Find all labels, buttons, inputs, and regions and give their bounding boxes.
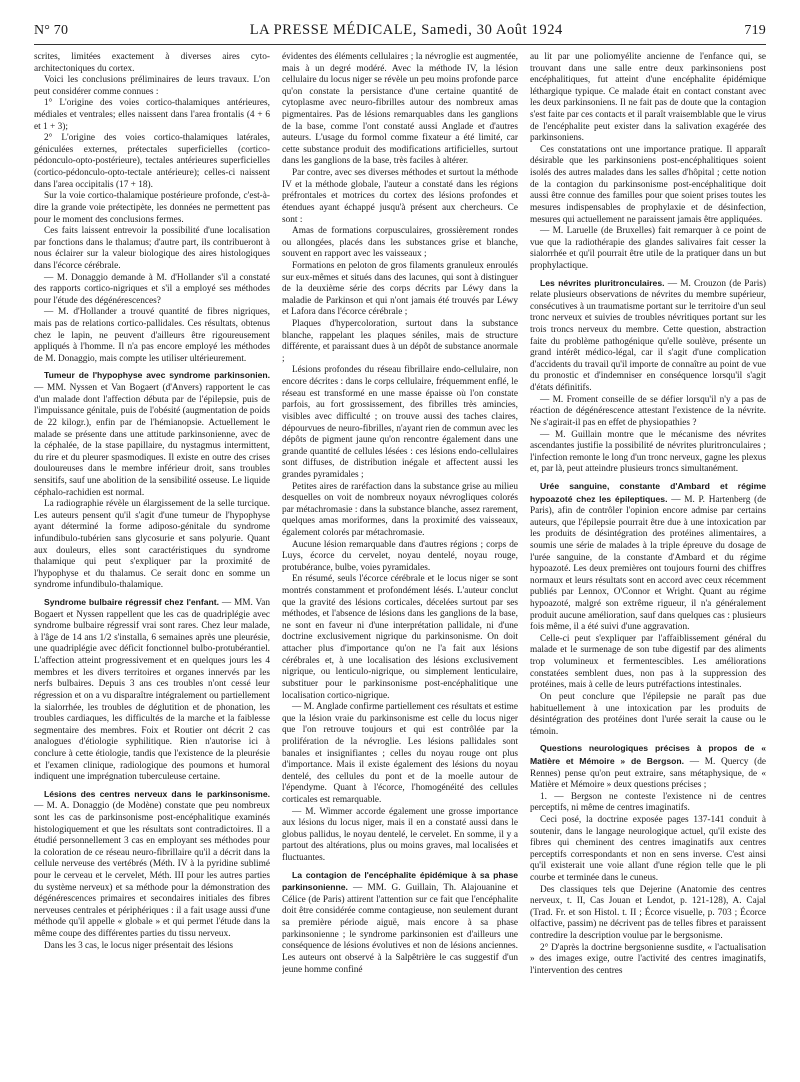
paragraph: Formations en peloton de gros filaments granuleux enroulés sur eux-mêmes et situés dans des lacunes, qui sont à distinguer de la deuxième série des corps décrits par Léwy dans la maladie de Parkinson et qui n'ont jamais été trouvés par Léwy et Lafora dans l'écorce cérébrale ; xyxy=(282,260,518,318)
section-heading: Tumeur de l'hypophyse avec syndrome parkinsonien. xyxy=(44,370,270,381)
issue-number: N° 70 xyxy=(34,23,69,38)
section-body: — MM. Van Bogaert et Nyssen rappellent que les cas de quadriplégie avec syndrome bulbaire régressif vrai sont rares. Chez leur malade, à l'âge de 14 ans 1/2 s'installa, 6 semaines après une pleurésie, une quadriplégie avec déficit fonctionnel bulbo-protubérantiel. L'affection atteint progressivement et en quelques jours les 4 membres et les divers territoires et organes innervés par les nerfs bulbaires. Depuis 3 ans ces troubles n'ont cessé leur régression et on a vu disparaître intégralement ou partiellement la sialorrhée, les troubles de déglutition et de phonation, les troubles cardiaques, les difficultés de la marche et la faiblesse segmentaire des membres. Foix et Routier ont décrit 2 cas analogues d'étiologie syphilitique. Rien n'autorise ici à conclure à cette étiologie, tandis que l'existence de la pleurésie et l'examen clinique, radiologique des poumons et humoral indiquent une imprégnation tuberculeuse certaine. xyxy=(34,598,270,783)
paragraph: — M. Wimmer accorde également une grosse importance aux lésions du locus niger, mais il en a constaté aussi dans le globus pallidus, le noyau dentelé, le cervelet. En somme, il y a partout des altérations, plus ou moins graves, mal localisées et fluctuantes. xyxy=(282,806,518,864)
paragraph: Aucune lésion remarquable dans d'autres régions ; corps de Luys, écorce du cervelet, noyau dentelé, noyau rouge, protubérance, bulbe, voies pyramidales. xyxy=(282,539,518,573)
paragraph: — M. Laruelle (de Bruxelles) fait remarquer à ce point de vue que la radiothérapie des glandes salivaires fait cesser la sialorrhée et qu'il pourrait être utile de la pratiquer dans un but prophylactique. xyxy=(530,226,766,271)
section-body: — MM. Nyssen et Van Bogaert (d'Anvers) rapportent le cas d'un malade dont l'affection débuta par de l'épilepsie, puis de l'impuissance génitale, puis de l'obésité (augmentation de poids de 22 kilogr.), enfin par de l'hémianopsie. Actuellement le malade se présente dans une attitude parkinsonienne, avec de la céphalée, de la stase papillaire, du nystagmus intermittent, du rire et du pleurer spasmodiques. Il existe en outre des crises douloureuses dans le membre inférieur droit, sans troubles sensitifs, sauf une abolition de la sensibilité osseuse. Le liquide céphalo-rachidien est normal. xyxy=(34,383,270,498)
section-body: — M. Quercy (de Rennes) pense qu'on peut extraire, sans métaphysique, de « Matière et Mémoire » deux questions précises ; xyxy=(530,756,766,791)
column-3 xyxy=(530,52,766,1074)
paragraph: Dans les 3 cas, le locus niger présentait des lésions xyxy=(44,940,233,951)
page-number: 719 xyxy=(744,23,766,38)
column-1 xyxy=(34,52,270,1074)
section-body: — M. P. Hartenberg (de Paris), afin de contrôler l'opinion encore admise par certains auteurs, que l'épilepsie pourrait être due à une intoxication par les produits de désintégration des protéines alimentaires, a soumis une série de malades à la triple épreuve du dosage de l'urée sanguine, de la constante d'Ambard et du régime hypoazoté. Les deux premières ont toujours fourni des chiffres normaux et leurs résultats sont en accord avec ceux récemment publiés par Lennox, O'Connor et Wright. Quant au régime hypoazoté, malgré son extrême rigueur, il n'a généralement produit aucune amélioration, sauf dans quelques cas : plusieurs fois même, il a été suivi d'une aggravation. xyxy=(530,494,766,633)
column-2 xyxy=(282,52,518,1074)
section-body: — M. Crouzon (de Paris) relate plusieurs observations de névrites du membre supérieur, consécutives à un traumatisme portant sur le territoire d'un seul tronc nerveux et suivies de troubles névritiques portant sur les trois troncs nerveux du membre. Cette question, abstraction faite du problème pathogénique qu'elle soulève, présente un grand intérêt médico-légal, car il s'agit d'une complication d'accidents du travail qu'il importe de connaître au point de vue du pronostic et d'indemniser en conséquence lorsqu'il s'agit d'états définitifs. xyxy=(530,278,766,394)
paragraph: — M. Froment conseille de se défier lorsqu'il n'y a pas de réaction de dégénérescence attestant l'existence de la névrite. Ne s'agirait-il pas en effet de physiopathies ? xyxy=(530,394,766,428)
paragraph: Plaques d'hypercoloration, surtout dans la substance blanche, rappelant les plaques séniles, mais de structure différente, et paraissant dues à un dépôt de substance anormale ; xyxy=(282,319,518,364)
section-heading: La contagion de l'encéphalite épidémique à sa phase parkinsonienne. xyxy=(282,869,518,893)
paragraph: Voici les conclusions préliminaires de leurs travaux. L'on peut considérer comme connues : xyxy=(34,75,270,97)
section-paragraph xyxy=(282,870,518,976)
article-columns xyxy=(34,52,766,1074)
section-heading: Syndrome bulbaire régressif chez l'enfant. xyxy=(44,597,220,608)
paragraph: évidentes des éléments cellulaires ; la névroglie est augmentée, mais à un degré modéré. Avec la méthode IV, la lésion cellulaire du locus niger se révèle un peu moins profonde parce qu'on constate la persistance d'une certaine quantité de cytoplasme avec neuro-fibrilles autour des nombreux amas pigmentaires. Pas de lésions remarquables dans les ganglions de la base, comme l'ont constaté aussi Anglade et d'autres auteurs. L'usage du formol comme fixateur a été limité, car cette substance produit des modifications artificielles, surtout dans les ganglions de la base, très faciles à altérer. xyxy=(282,52,518,167)
paragraph: — M. Donaggio demande à M. d'Hollander s'il a constaté des rapports cortico-nigriques et s'il a employé ses méthodes pour l'étude des dégénérescences? xyxy=(34,272,270,306)
paragraph: au lit par une poliomyélite ancienne de l'enfance qui, se trouvant dans une salle entre deux parkinsoniens post encéphalitiques, fut atteint d'une encéphalite épidémique léthargique typique. Ce malade était en contact constant avec les deux parkinsoniens. Il ne fait pas de doute que la contagion s'est faite par ces contacts et il paraît vraisemblable que le virus de l'encéphalite peut exister dans la salivation exagérée des parkinsoniens. xyxy=(530,52,766,144)
section-heading: Urée sanguine, constante d'Ambard et régime hypoazoté chez les épileptiques. xyxy=(530,480,766,504)
paragraph: Ces constatations ont une importance pratique. Il apparaît désirable que les parkinsoniens post-encéphalitiques soient isolés des autres malades dans les salles d'hôpital ; cette notion de la contagion du parkinsonisme post-encéphalitique doit aussi être connue des familles pour que soient prises toutes les mesures indispensables de prophylaxie et de désinfection, mesures qui actuellement ne paraissent jamais être appliquées. xyxy=(530,144,766,225)
paragraph: Petites aires de raréfaction dans la substance grise au milieu desquelles on voit de nombreux noyaux névrogliques colorés par métachromasie : dans la substance blanche, assez rarement, quelques amas moriformes, dans la proximité des vaisseaux, également colorés par métachromasie. xyxy=(282,481,518,538)
section-paragraph xyxy=(530,743,766,791)
paragraph: La radiographie révèle un élargissement de la selle turcique. Les auteurs pensent qu'il s'agit d'une tumeur de l'hypophyse ayant déterminé la forme adiposo-génitale du syndrome infundibulo-tubérien sans glycosurie et sans polyurie. Quant aux douleurs, elles sont caractéristiques du syndrome thalamique qui peut s'expliquer par la proximité de l'hypophyse et du thalamus. Ce serait donc en somme un syndrome infundibulo-thalamique. xyxy=(34,499,270,591)
paragraph: 1° L'origine des voies cortico-thalamiques antérieures, médiales et ventrales; elles naissent dans l'area frontalis (4 + 6 et 1 + 3); xyxy=(34,98,270,132)
paragraph: Ces faits laissent entrevoir la possibilité d'une localisation par fonctions dans le thalamus; d'autre part, ils contribueront à nous éclairer sur la valeur biologique des aires histologiques dans l'écorce cérébrale. xyxy=(34,226,270,271)
paragraph: Sur la voie cortico-thalamique postérieure profonde, c'est-à-dire la grande voie prétectipète, les données ne permettent pas pour le moment des conclusions fermes. xyxy=(34,191,270,225)
paragraph: — M. Guillain montre que le mécanisme des névrites ascendantes justifie la possibilité de névrites pluritronculaires ; l'infection remonte le long d'un tronc nerveux, gagne les plexus et, par là, peut atteindre plusieurs troncs simultanément. xyxy=(530,429,766,475)
paragraph: scrites, limitées exactement à diverses aires cyto-architectoniques du cortex. xyxy=(34,52,270,74)
paragraph: — M. Anglade confirme partiellement ces résultats et estime que la lésion vraie du parkinsonisme est celle du locus niger que l'on retrouve toujours et qui est contrôlée par la prolifération de la névroglie. Les lésions pallidales sont banales et insignifiantes ; celles du noyau rouge ont plus d'importance. Mais il existe également des lésions du noyau dentelé, des cellules du pont et de la moelle autour de l'épendyme. Quant à l'écorce, l'homogénéité des cellules corticales est remarquable. xyxy=(282,702,518,805)
paragraph: Celle-ci peut s'expliquer par l'affaiblissement général du malade et le surmenage de son tube digestif par des aliments trop volumineux et fermentescibles. Les améliorations constatées semblent dues, non pas à la suppression des protéines, mais à celle de leurs putréfactions intestinales. xyxy=(530,633,766,691)
journal-title: LA PRESSE MÉDICALE, Samedi, 30 Août 1924 xyxy=(249,22,563,38)
paragraph: Par contre, avec ses diverses méthodes et surtout la méthode IV et la méthode globale, l'auteur a constaté dans les régions préfrontales et motrices du cortex des lésions profondes et étendues ayant échappé jusqu'à présent aux chercheurs. Ce sont : xyxy=(282,168,518,225)
section-heading: Lésions des centres nerveux dans le parkinsonisme. xyxy=(44,788,270,799)
section-body: — M. A. Donaggio (de Modène) constate que peu nombreux sont les cas de parkinsonisme post-encéphalitique examinés histologiquement et que les résultats sont contradictoires. Il a étudié personnellement 3 cas en employant ses méthodes pour la coloration de ce réseau neuro-fibrillaire qu'il a décrit dans la cellule nerveuse des vertébrés (Méth. IV à la pyridine sublimé pour le cerveau et le cervelet, Méth. III pour les autres parties du système nerveux) et sa méthode pour la démonstration des dégénérescences primaires et secondaires initiales des fibres nerveuses centrales et périphériques : il a fait usage aussi d'une méthode qu'il appelle « globale » et qui permet l'étude dans la même coupe des différentes parties du tissu nerveux. xyxy=(34,801,270,940)
section-body: — MM. G. Guillain, Th. Alajouanine et Célice (de Paris) attirent l'attention sur ce fait que l'encéphalite doit être considérée comme contagieuse, non seulement durant sa première période aiguë, mais encore à sa phase parkinsonienne ; le syndrome parkinsonien est d'ailleurs une conséquence de lésions évolutives et non de lésions anciennes. Les auteurs ont observé à la Salpêtrière le cas suggestif d'un jeune homme confiné xyxy=(282,883,518,975)
paragraph: 2° D'après la doctrine bergsonienne susdite, « l'actualisation » des images exige, outre l'activité des centres imaginatifs, l'intervention des centres xyxy=(530,942,766,976)
paragraph: 1. — Bergson ne conteste l'existence ni de centres perceptifs, ni même de centres imaginatifs. xyxy=(530,791,766,814)
section-paragraph xyxy=(34,597,270,784)
running-header xyxy=(34,22,766,45)
paragraph: Des classiques tels que Dejerine (Anatomie des centres nerveux, t. II, Cas Jouan et Lendot, p. 121-128), A. Cajal (Trad. Fr. et son Histol. t. II ; Écorce visuelle, p. 703 ; Écorce olfactive, passim) ne décrivent pas de telles fibres et paraissent contredire la description voulue par le bergsonisme. xyxy=(530,884,766,942)
section-paragraph xyxy=(34,789,270,941)
paragraph: — M. d'Hollander a trouvé quantité de fibres nigriques, mais pas de relations cortico-pallidales. Ces résultats, obtenus chez le lapin, ne peuvent d'ailleurs être rigoureusement appliqués à l'homme. Il n'a pas encore employé les méthodes de M. Donaggio, mais compte les utiliser ultérieurement. xyxy=(34,307,270,364)
paragraph: En résumé, seuls l'écorce cérébrale et le locus niger se sont montrés constamment et profondément lésés. L'auteur conclut que la gravité des lésions corticales, décelées surtout par ses méthodes, et l'absence de lésions dans les ganglions de la base, ne sont en faveur ni d'une interprétation pallidale, ni d'une doctrine exclusivement nigrique du parkinsonisme. On doit attacher plus d'importance qu'on ne l'a fait aux lésions cérébrales et, à une localisation des lésions exclusivement nigrique, ou lenticulo-nigrique, ou simplement lenticulaire, substituer pour le parkinsonisme post-encéphalitique une localisation cortico-nigrique. xyxy=(282,574,518,701)
section-paragraph xyxy=(530,481,766,634)
paragraph: Lésions profondes du réseau fibrillaire endo-cellulaire, non encore décrites : dans le corps cellulaire, fréquemment enflé, le réseau est transformé en une masse épaisse où l'on constate parfois, au fort grossissement, des fibrilles très amincies, visibles avec difficulté ; on trouve aussi des taches claires, dépourvues de neuro-fibrilles, n'ayant rien de commun avec les dépôts de pigment jaune qu'on rencontre également dans une grande quantité de cellules lésées : ces lésions endo-cellulaires sont diffuses, de distribution inégale et affectent aussi les grandes pyramidales ; xyxy=(282,365,518,480)
section-heading: Questions neurologiques précises à propos de « Matière et Mémoire » de Bergson. xyxy=(530,743,766,766)
section-paragraph xyxy=(530,278,766,395)
paragraph: Ceci posé, la doctrine exposée pages 137-141 conduit à soutenir, dans le langage neurologique actuel, qu'il existe des fibres qui cheminent des centres imaginatifs aux centres perceptifs correspondants et non en sens inverse. C'est ainsi qu'il existerait une voie allant d'une région telle que le pli courbe et terminée dans le cuneus. xyxy=(530,815,766,884)
paragraph: Amas de formations corpusculaires, grossièrement rondes ou allongées, placés dans les substances grise et blanche, souvent en rapport avec les vaisseaux ; xyxy=(282,226,518,260)
paragraph: 2° L'origine des voies cortico-thalamiques latérales, géniculées externes, prétectales superficielles (cortico-pédonculo-opto-postérieure), tectales antérieures superficielles (cortico-pédonculo-opto-tectale antérieure); celles-ci naissent dans l'area occipitalis (17 + 18). xyxy=(34,133,270,190)
paragraph: On peut conclure que l'épilepsie ne paraît pas due habituellement à une intoxication par les produits de désintégration des protéines dont l'urée serait la cause ou le témoin. xyxy=(530,691,766,737)
section-paragraph xyxy=(34,370,270,499)
section-heading: Les névrites pluritronculaires. xyxy=(540,277,665,288)
